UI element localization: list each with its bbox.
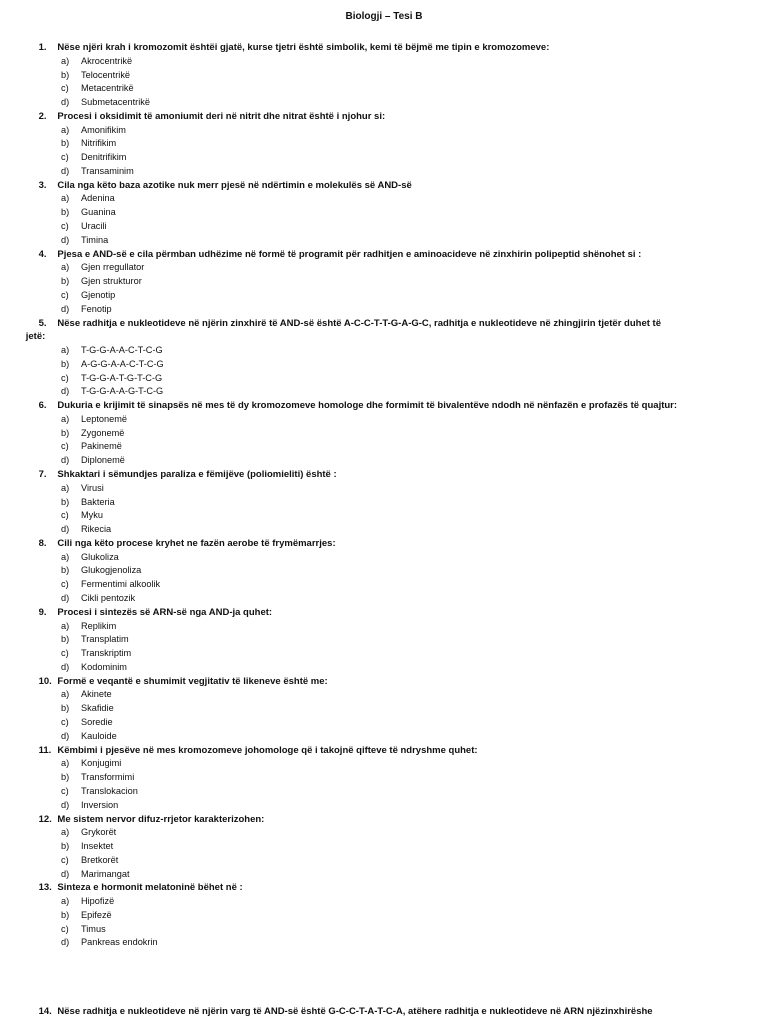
question-text: 1. Nëse njëri krah i kromozomit ështëi gjatë, kurse tjetri është simbolik, kemi të bëjmë me tipin e kromozomeve:: [38, 42, 550, 53]
option-b: b) Transplatim: [61, 634, 129, 645]
option-b: b) Telocentrikë: [61, 69, 131, 80]
page-title: Biologji – Tesi B: [345, 11, 423, 22]
question-text: 14. Nëse radhitja e nukleotideve në njërin varg të AND-së është G-C-C-T-A-T-C-A, atëhere radhitja e nukleotideve në ARN njëzinxhirëshe: [38, 1006, 653, 1017]
option-d: d) Inversion: [61, 799, 119, 810]
option-d: d) Diplonemë: [61, 455, 125, 466]
option-d: d) Marimangat: [61, 868, 130, 879]
question-text: 11. Këmbimi i pjesëve në mes kromozomeve johomologe që i takojnë qifteve të ndryshme quhet:: [38, 744, 478, 756]
option-b: b) Zygonemë: [61, 427, 125, 438]
question-text: 2. Procesi i oksidimit të amoniumit deri në nitrit dhe nitrat është i njohur si:: [38, 110, 386, 122]
question-text: 4. Pjesa e AND-së e cila përmban udhëzime në formë të programit për radhitjen e aminoacideve në zinxhirin polipeptid shënohet si :: [38, 248, 642, 260]
option-d: d) Kauloide: [61, 730, 117, 741]
option-d: d) Transaminim: [61, 165, 134, 176]
option-c: c) Gjenotip: [61, 289, 116, 300]
option-b: b) Nitrifikim: [61, 138, 117, 149]
option-a: a) Konjugimi: [61, 758, 122, 769]
option-a: a) Adenina: [61, 193, 115, 204]
question-text: 5. Nëse radhitja e nukleotideve në njërin zinxhirë të AND-së është A-C-C-T-T-G-A-G-C, radhitja e nukleotideve në zhingjirin tjetër duhet të: [38, 317, 661, 329]
option-b: b) Insektet: [61, 841, 114, 851]
question-list: [0, 41, 768, 950]
option-c: c) Pakinemë: [61, 441, 122, 452]
question-3: [0, 179, 768, 248]
option-a: a) Akrocentrikë: [61, 55, 133, 66]
option-c: c) Timus: [61, 923, 106, 934]
option-d: d) Rikecia: [61, 524, 112, 535]
question-text: 7. Shkaktari i sëmundjes paraliza e fëmijëve (poliomieliti) është :: [38, 469, 337, 481]
question-text: 13. Sinteza e hormonit melatoninë bëhet në :: [38, 882, 243, 894]
option-a: a) Akinete: [61, 689, 112, 700]
option-c: c) T-G-G-A-T-G-T-C-G: [61, 372, 163, 383]
question-14: [0, 1005, 768, 1019]
option-c: c) Transkriptim: [61, 648, 132, 659]
option-b: b) Glukogjenoliza: [61, 565, 142, 576]
question-12: [0, 813, 768, 882]
option-c: c) Soredie: [61, 717, 113, 728]
question-5: [0, 317, 768, 400]
option-a: a) Glukoliza: [61, 551, 119, 562]
option-a: a) Amonifikim: [61, 124, 126, 135]
question-2: [0, 110, 768, 179]
option-b: b) A-G-G-A-A-C-T-C-G: [61, 358, 164, 369]
question-10: [0, 675, 768, 744]
option-d: d) Submetacentrikë: [61, 97, 150, 108]
option-d: d) Pankreas endokrin: [61, 937, 158, 948]
question-text: 10. Formë e veqantë e shumimit vegjitativ të likeneve është me:: [38, 675, 328, 687]
question-text: 9. Procesi i sintezës së ARN-së nga AND-ja quhet:: [38, 606, 273, 618]
question-6: [0, 399, 768, 468]
option-d: d) Kodominim: [61, 661, 127, 672]
option-b: b) Transformimi: [61, 772, 135, 783]
question-13: [0, 881, 768, 950]
option-b: b) Epifezë: [61, 909, 112, 920]
option-a: a) Leptonemë: [61, 413, 127, 424]
option-d: d) Fenotip: [61, 303, 112, 314]
option-b: b) Gjen strukturor: [61, 276, 142, 287]
option-d: d) T-G-G-A-A-G-T-C-G: [61, 386, 164, 397]
question-text: 3. Cila nga këto baza azotike nuk merr pjesë në ndërtimin e molekulës së AND-së: [38, 179, 412, 191]
option-a: a) Grykorët: [61, 827, 117, 838]
option-d: d) Cikli pentozik: [61, 593, 136, 604]
question-8: [0, 537, 768, 606]
option-a: a) Virusi: [61, 482, 104, 493]
option-c: c) Bretkorët: [61, 854, 119, 865]
question-text-continued: jetë:: [25, 331, 46, 343]
question-9: [0, 606, 768, 675]
question-text: 12. Me sistem nervor difuz-rrjetor karakterizohen:: [38, 813, 265, 825]
option-b: b) Skafidie: [61, 703, 114, 714]
option-b: b) Guanina: [61, 207, 116, 218]
question-text: 6. Dukuria e krijimit të sinapsës në mes të dy kromozomeve homologe dhe formimit të bivalentëve ndodh në nënfazën e profazës të quajtur:: [38, 400, 678, 412]
option-c: c) Metacentrikë: [61, 83, 134, 94]
question-7: [0, 468, 768, 537]
option-a: a) Gjen rregullator: [61, 262, 145, 273]
option-c: c) Fermentimi alkoolik: [61, 579, 161, 590]
option-d: d) Timina: [61, 234, 109, 245]
option-c: c) Myku: [61, 510, 103, 521]
option-a: a) T-G-G-A-A-C-T-C-G: [61, 344, 163, 355]
question-text: 8. Cili nga këto procese kryhet ne fazën aerobe të frymëmarrjes:: [38, 537, 336, 549]
question-1: [0, 41, 768, 110]
option-a: a) Hipofizë: [61, 896, 115, 907]
option-c: c) Uracili: [61, 221, 107, 232]
question-11: [0, 744, 768, 813]
option-a: a) Replikim: [61, 620, 117, 631]
question-4: [0, 248, 768, 317]
option-c: c) Translokacion: [61, 785, 138, 796]
option-c: c) Denitrifikim: [61, 152, 127, 163]
option-b: b) Bakteria: [61, 496, 115, 507]
